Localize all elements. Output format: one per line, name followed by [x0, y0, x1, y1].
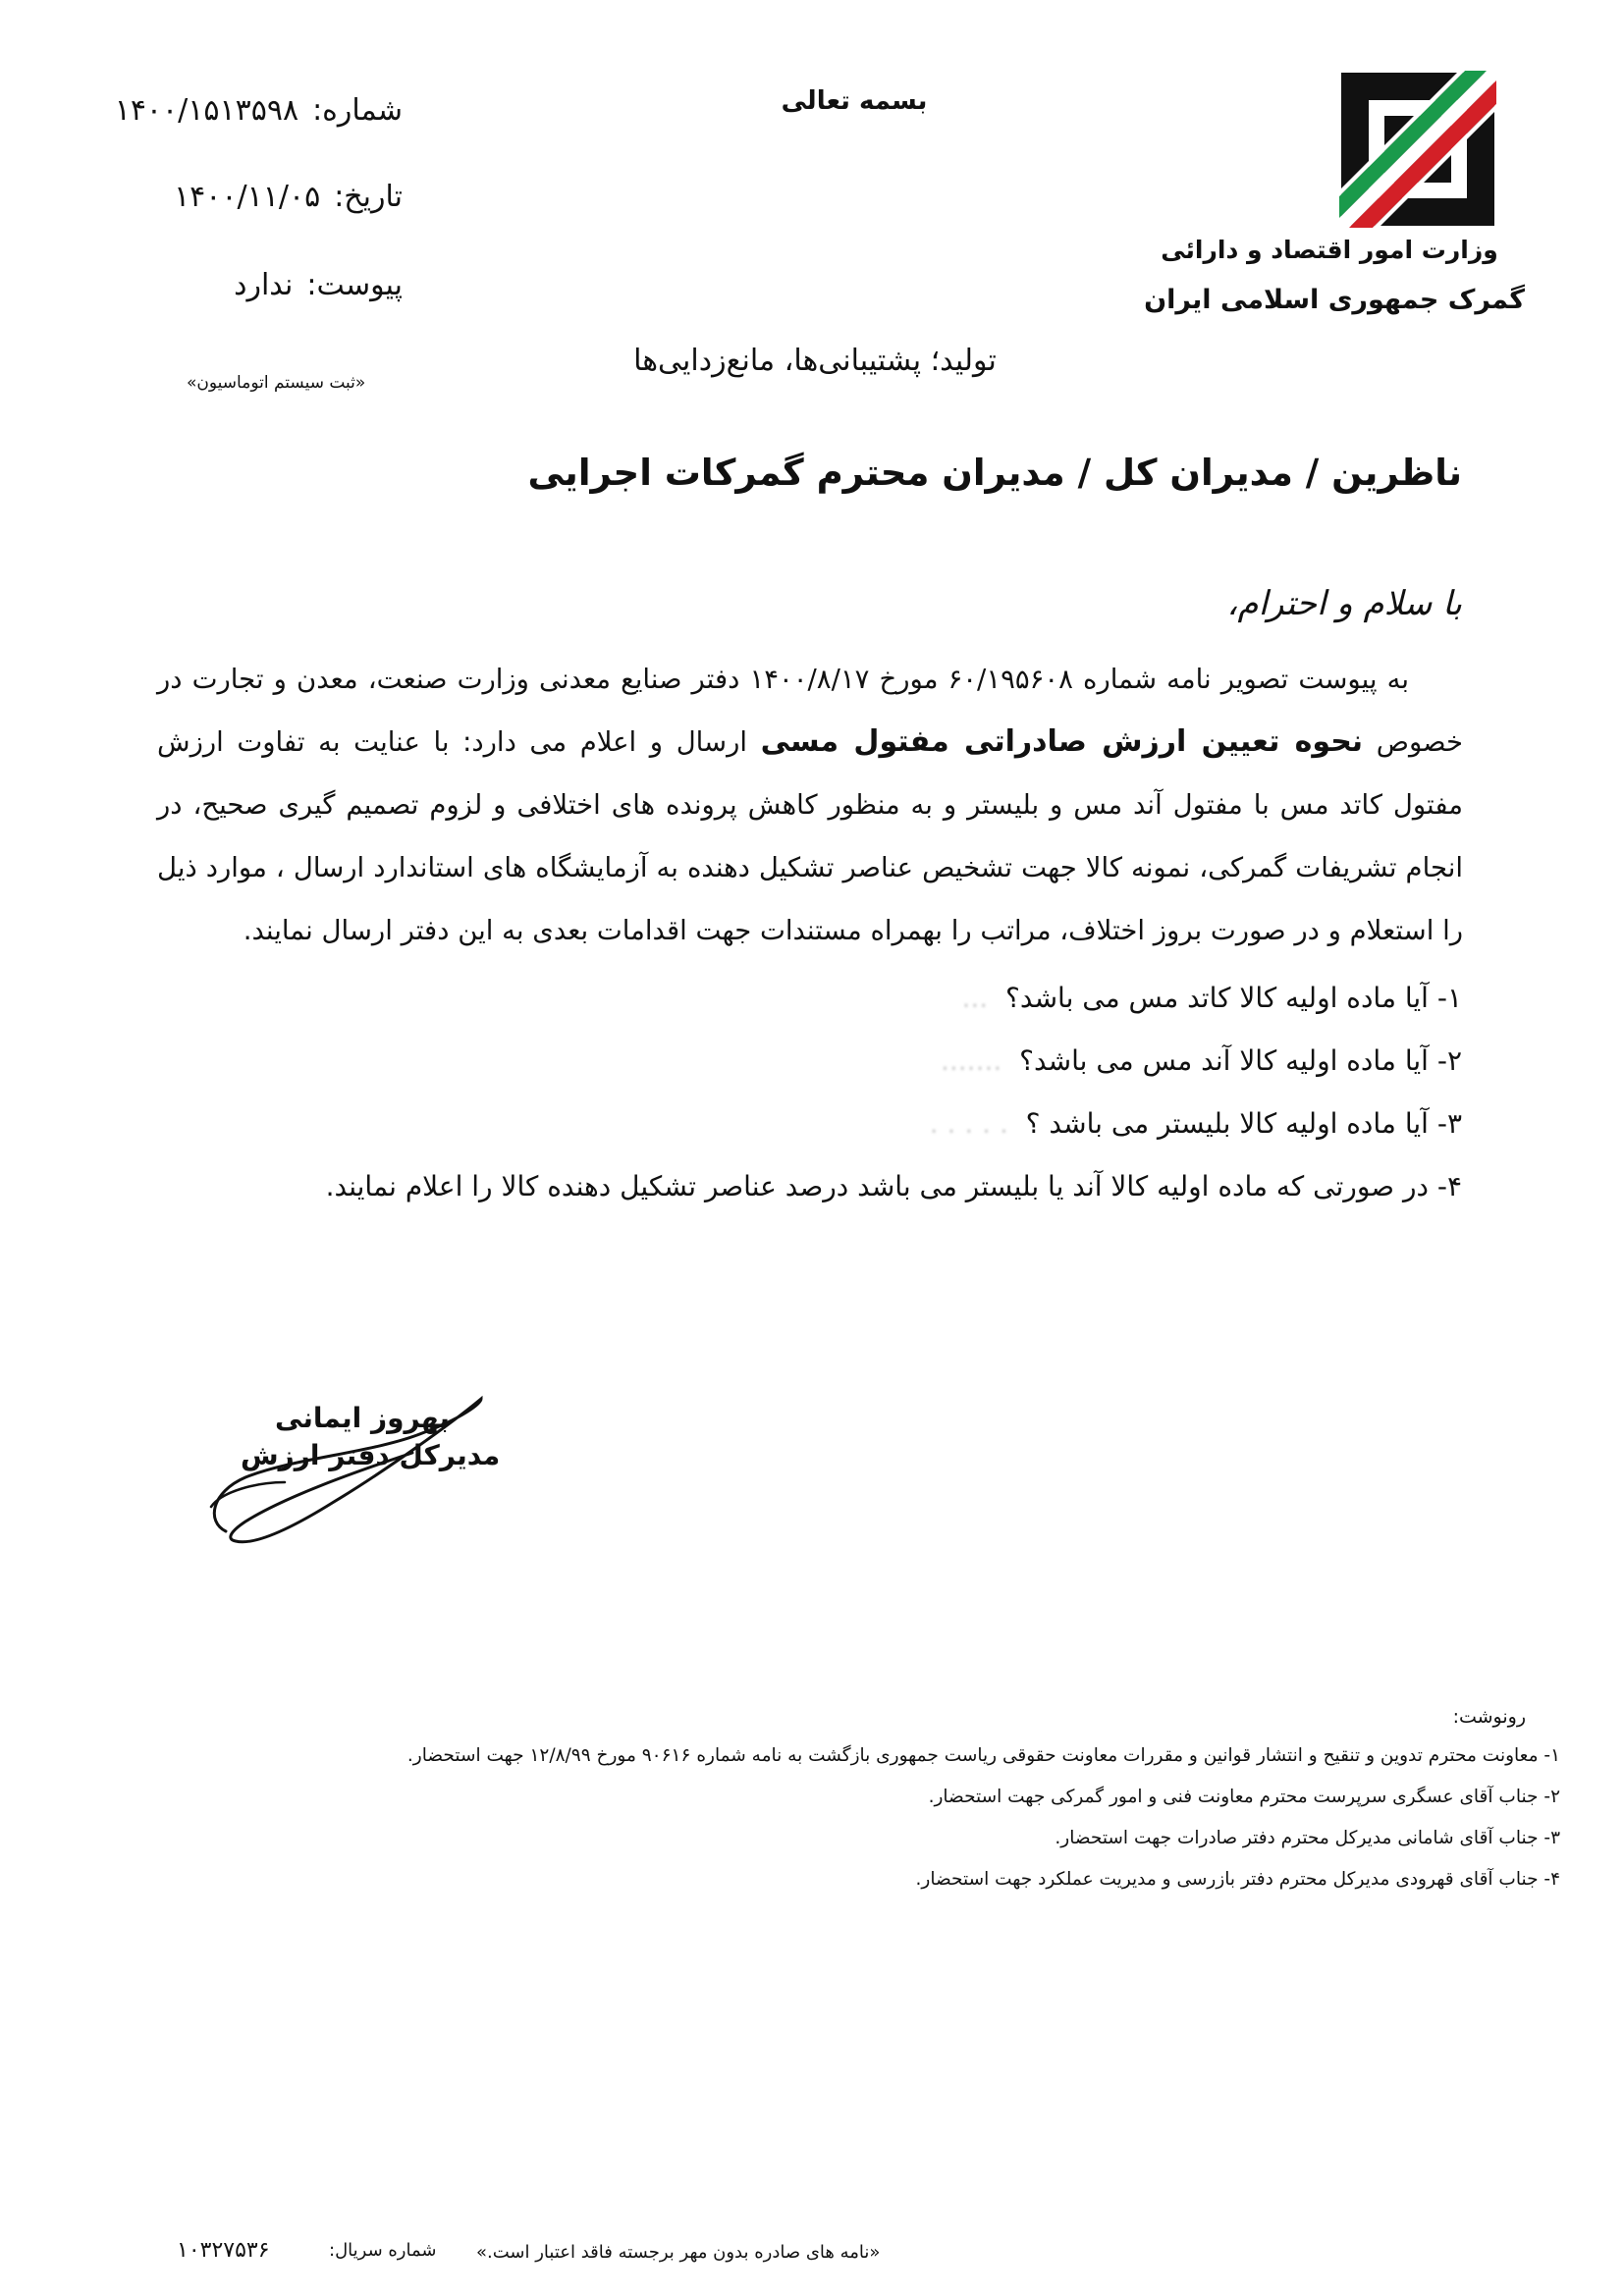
question-item: ۲- آیا ماده اولیه کالا آند مس می باشد؟ .......	[932, 1044, 1462, 1077]
signer-title: مدیرکل دفتر ارزش	[241, 1439, 501, 1471]
body-text-part1: به پیوست تصویر نامه شماره ۶۰/۱۹۵۶۰۸ مورخ ۱۴۰۰/۸/۱۷ دفتر صنایع معدنی وزارت صنعت، معدن و تجارت در خصوص	[157, 664, 1463, 758]
letter-number-value: ۱۴۰۰/۱۵۱۳۵۹۸	[114, 93, 299, 128]
copy-item: ۲- جناب آقای عسگری سرپرست محترم معاونت فنی و امور گمرکی جهت استحضار.	[928, 1787, 1560, 1807]
question-item: ۴- در صورتی که ماده اولیه کالا آند یا بلیستر می باشد درصد عناصر تشکیل دهنده کالا را اعلام نمایند.	[325, 1170, 1462, 1202]
letter-attachment-value: ندارد	[234, 268, 294, 302]
question-item: ۱- آیا ماده اولیه کالا کاتد مس می باشد؟ ...	[952, 982, 1462, 1014]
body-bold-phrase: نحوه تعیین ارزش صادراتی مفتول مسی	[760, 724, 1364, 759]
footer-validity-note: «نامه های صادره بدون مهر برجسته فاقد اعتبار است.»	[476, 2242, 881, 2263]
body-text-part2: ارسال و اعلام می دارد: با عنایت به تفاوت ارزش مفتول کاتد مس با مفتول آند مس و بلیستر و به منظور کاهش پرونده های اختلافی و لزوم تصمیم گیری صحیح، در انجام تشریفات گمرکی، نمونه کالا جهت تشخیص عناصر تشکیل دهنده به آزمایشگاه های استاندارد ارسال ، موارد ذیل را استعلام و در صورت بروز اختلاف، مراتب را بهمراه مستندات جهت اقدامات بعدی به این دفتر ارسال نمایند.	[157, 726, 1463, 946]
auto-registration-note: «ثبت سیستم اتوماسیون»	[187, 373, 366, 393]
letter-recipient: ناظرین / مدیران کل / مدیران محترم گمرکات اجرایی	[527, 452, 1462, 494]
letter-date-label: تاریخ:	[334, 180, 403, 214]
copies-list	[284, 1735, 1560, 1900]
copy-item: ۱- معاونت محترم تدوین و تنقیح و انتشار قوانین و مقررات معاونت حقوقی ریاست جمهوری بازگشت به نامه شماره ۹۰۶۱۶ مورخ ۱۲/۸/۹۹ جهت استحضار.	[406, 1745, 1560, 1766]
letter-subject: تولید؛ پشتیبانی‌ها، مانع‌زدایی‌ها	[633, 344, 997, 378]
signer-name: بهروز ایمانی	[275, 1402, 450, 1434]
org-ministry: وزارت امور اقتصاد و دارائی	[1161, 236, 1498, 264]
question-list	[156, 967, 1462, 1218]
question-item: ۳- آیا ماده اولیه کالا بلیستر می باشد ؟ . . . . .	[920, 1107, 1462, 1140]
letter-attachment	[69, 268, 403, 302]
letter-number	[69, 93, 403, 128]
letter-number-label: شماره:	[312, 93, 403, 128]
letter-greeting: با سلام و احترام،	[1226, 584, 1462, 623]
copies-heading: رونوشت:	[1452, 1706, 1526, 1728]
customs-emblem-icon	[1339, 71, 1496, 228]
letter-date-value: ۱۴۰۰/۱۱/۰۵	[174, 180, 321, 214]
copy-item: ۴- جناب آقای قهرودی مدیرکل محترم دفتر بازرسی و مدیریت عملکرد جهت استحضار.	[915, 1869, 1560, 1890]
serial-number: ۱۰۳۲۷۵۳۶	[177, 2238, 270, 2263]
body-paragraph	[157, 648, 1463, 962]
basmala-heading: بسمه تعالی	[781, 86, 928, 116]
serial-label: شماره سریال:	[329, 2240, 437, 2261]
letter-date	[69, 180, 403, 214]
org-customs: گمرک جمهوری اسلامی ایران	[1144, 285, 1525, 315]
letter-body	[157, 648, 1463, 962]
letter-attachment-label: پیوست:	[306, 268, 403, 302]
copy-item: ۳- جناب آقای شامانی مدیرکل محترم دفتر صادرات جهت استحضار.	[1055, 1828, 1560, 1848]
